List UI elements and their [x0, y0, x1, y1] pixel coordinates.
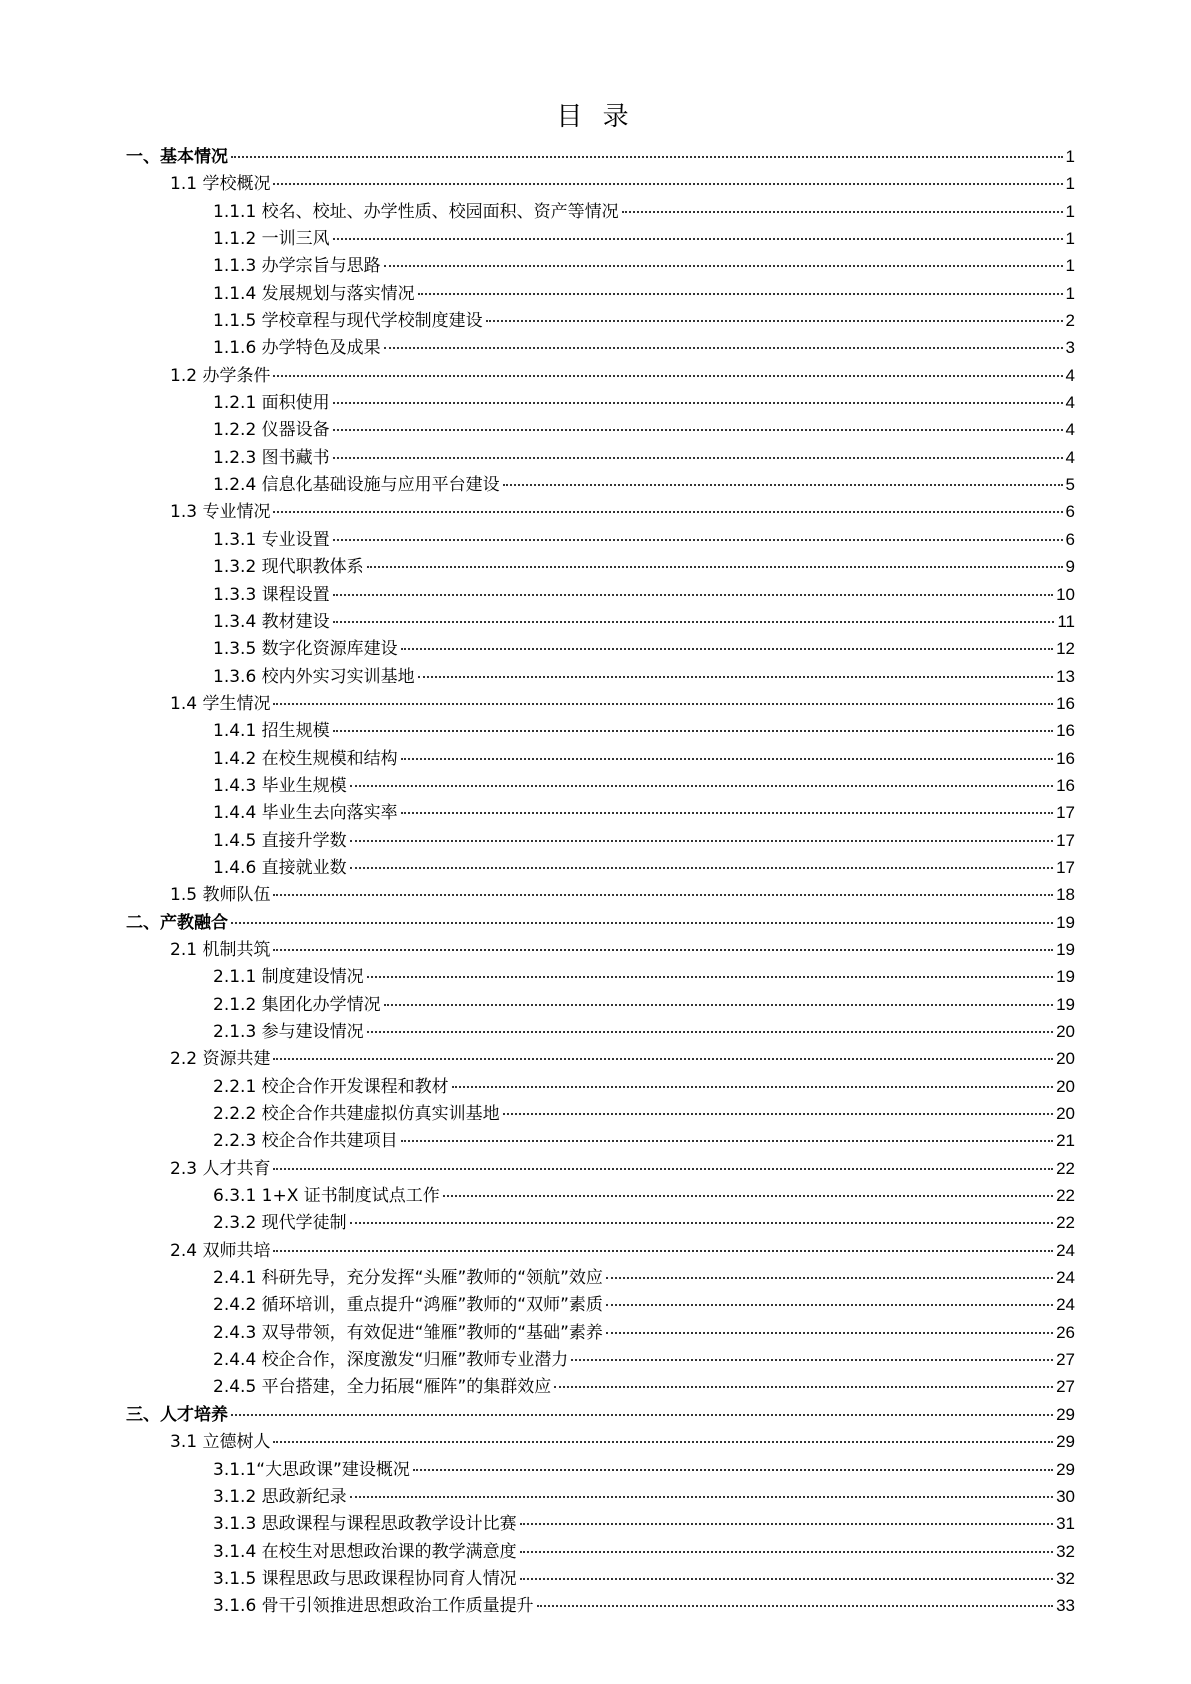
- toc-entry-text: 2.4 双师共培: [170, 1240, 271, 1261]
- toc-entry-level-3[interactable]: [126, 1290, 1075, 1317]
- toc-entry-text: 1.1 学校概况: [170, 174, 271, 195]
- toc-page-number: 9: [1065, 557, 1075, 577]
- toc-page-number: 5: [1065, 475, 1075, 495]
- dot-leader: [273, 894, 1053, 896]
- toc-page-number: 16: [1056, 693, 1075, 713]
- toc-page-number: 22: [1056, 1213, 1075, 1233]
- dot-leader: [606, 1332, 1053, 1334]
- toc-entry-level-3[interactable]: [126, 415, 1075, 442]
- dot-leader: [452, 1086, 1053, 1088]
- toc-entry-text: 2.3.2 现代学徒制: [213, 1213, 347, 1234]
- dot-leader: [273, 183, 1062, 185]
- toc-page-number: 4: [1065, 447, 1075, 467]
- toc-entry-text: 1.2.2 仪器设备: [213, 420, 330, 441]
- toc-page-number: 29: [1056, 1404, 1075, 1424]
- toc-page-number: 16: [1056, 721, 1075, 741]
- toc-page-number: 30: [1056, 1486, 1075, 1506]
- toc-entry-text: 三、人才培养: [126, 1404, 228, 1425]
- toc-entry-text: 1.4.5 直接升学数: [213, 830, 347, 851]
- toc-page-number: 17: [1056, 803, 1075, 823]
- dot-leader: [384, 265, 1063, 267]
- toc-entry-text: 2.2.3 校企合作共建项目: [213, 1131, 398, 1152]
- toc-page-number: 16: [1056, 748, 1075, 768]
- toc-entry-text: 1.4 学生情况: [170, 693, 271, 714]
- toc-entry-text: 1.1.2 一训三风: [213, 229, 330, 250]
- toc-entry-text: 1.5 教师队伍: [170, 885, 271, 906]
- dot-leader: [401, 812, 1053, 814]
- toc-entry-level-3[interactable]: [126, 634, 1075, 661]
- toc-entry-text: 6.3.1 1+X 证书制度试点工作: [213, 1186, 440, 1207]
- dot-leader: [333, 621, 1055, 623]
- toc-entry-text: 1.1.4 发展规划与落实情况: [213, 283, 415, 304]
- toc-page-number: 1: [1065, 283, 1075, 303]
- dot-leader: [273, 375, 1062, 377]
- toc-entry-level-2[interactable]: [126, 1427, 1075, 1454]
- dot-leader: [520, 1578, 1053, 1580]
- toc-page-number: 1: [1065, 201, 1075, 221]
- toc-entry-level-3[interactable]: [126, 224, 1075, 251]
- toc-page-number: 19: [1056, 939, 1075, 959]
- toc-entry-level-3[interactable]: [126, 826, 1075, 853]
- toc-entry-level-3[interactable]: [126, 1455, 1075, 1482]
- toc-page-number: 1: [1065, 147, 1075, 166]
- dot-leader: [503, 1113, 1053, 1115]
- toc-entry-level-3[interactable]: [126, 744, 1075, 771]
- toc-entry-text: 3.1.4 在校生对思想政治课的教学满意度: [213, 1541, 517, 1562]
- toc-page-number: 32: [1056, 1568, 1075, 1588]
- toc-page-number: 20: [1056, 1076, 1075, 1096]
- toc-entry-level-3[interactable]: [126, 580, 1075, 607]
- dot-leader: [418, 293, 1063, 295]
- toc-page-number: 1: [1065, 256, 1075, 276]
- dot-leader: [554, 1386, 1053, 1388]
- table-of-contents: [126, 142, 1075, 1619]
- toc-entry-text: 2.2.2 校企合作共建虚拟仿真实训基地: [213, 1104, 500, 1125]
- toc-entry-level-2[interactable]: [126, 935, 1075, 962]
- toc-entry-level-2[interactable]: [126, 169, 1075, 196]
- toc-page-number: 12: [1056, 639, 1075, 659]
- toc-entry-text: 3.1.3 思政课程与课程思政教学设计比赛: [213, 1514, 517, 1535]
- dot-leader: [273, 703, 1053, 705]
- toc-entry-level-3[interactable]: [126, 306, 1075, 333]
- toc-page-number: 18: [1056, 885, 1075, 905]
- toc-entry-level-3[interactable]: [126, 1263, 1075, 1290]
- toc-entry-level-2[interactable]: [126, 361, 1075, 388]
- toc-entry-level-3[interactable]: [126, 388, 1075, 415]
- toc-page-number: 19: [1056, 912, 1075, 932]
- toc-page-number: 4: [1065, 420, 1075, 440]
- toc-page-number: 19: [1056, 994, 1075, 1014]
- toc-entry-level-2[interactable]: [126, 497, 1075, 524]
- dot-leader: [333, 429, 1063, 431]
- toc-entry-text: 2.4.5 平台搭建，全力拓展“雁阵”的集群效应: [213, 1377, 552, 1398]
- dot-leader: [401, 1140, 1053, 1142]
- toc-entry-level-3[interactable]: [126, 990, 1075, 1017]
- toc-entry-text: 1.2.1 面积使用: [213, 393, 330, 414]
- toc-entry-text: 1.4.3 毕业生规模: [213, 775, 347, 796]
- toc-entry-level-2[interactable]: [126, 1154, 1075, 1181]
- toc-entry-level-3[interactable]: [126, 1482, 1075, 1509]
- dot-leader: [333, 594, 1053, 596]
- toc-entry-level-2[interactable]: [126, 880, 1075, 907]
- toc-entry-level-1[interactable]: [126, 1400, 1075, 1427]
- dot-leader: [273, 1441, 1053, 1443]
- toc-page-number: 6: [1065, 529, 1075, 549]
- dot-leader: [350, 867, 1053, 869]
- toc-page-number: 29: [1056, 1432, 1075, 1452]
- toc-entry-level-3[interactable]: [126, 251, 1075, 278]
- toc-entry-text: 1.1.6 办学特色及成果: [213, 338, 381, 359]
- dot-leader: [606, 1304, 1053, 1306]
- toc-page-number: 16: [1056, 775, 1075, 795]
- toc-entry-text: 1.3.2 现代职教体系: [213, 557, 364, 578]
- toc-entry-text: 1.2 办学条件: [170, 365, 271, 386]
- toc-entry-text: 2.4.3 双导带领，有效促进“雏雁”教师的“基础”素养: [213, 1322, 603, 1343]
- dot-leader: [273, 949, 1053, 951]
- dot-leader: [384, 1004, 1053, 1006]
- toc-entry-text: 1.4.6 直接就业数: [213, 857, 347, 878]
- dot-leader: [401, 648, 1053, 650]
- dot-leader: [571, 1359, 1053, 1361]
- page-title: 目 录: [556, 102, 635, 132]
- toc-entry-text: 1.3.1 专业设置: [213, 529, 330, 550]
- toc-entry-text: 1.1.3 办学宗旨与思路: [213, 256, 381, 277]
- toc-entry-level-3[interactable]: [126, 552, 1075, 579]
- dot-leader: [333, 539, 1063, 541]
- toc-entry-level-3[interactable]: [126, 962, 1075, 989]
- toc-entry-text: 2.1 机制共筑: [170, 939, 271, 960]
- toc-page-number: 17: [1056, 830, 1075, 850]
- toc-entry-text: 1.1.1 校名、校址、办学性质、校园面积、资产等情况: [213, 201, 619, 222]
- toc-entry-level-3[interactable]: [126, 771, 1075, 798]
- toc-page-number: 4: [1065, 393, 1075, 413]
- toc-entry-level-3[interactable]: [126, 1208, 1075, 1235]
- toc-entry-text: 1.2.4 信息化基础设施与应用平台建设: [213, 475, 500, 496]
- toc-page-number: 17: [1056, 857, 1075, 877]
- toc-entry-text: 1.3 专业情况: [170, 502, 271, 523]
- toc-entry-text: 2.4.2 循环培训，重点提升“鸿雁”教师的“双师”素质: [213, 1295, 603, 1316]
- toc-entry-level-3[interactable]: [126, 1509, 1075, 1536]
- toc-entry-level-3[interactable]: [126, 279, 1075, 306]
- toc-page-number: 26: [1056, 1322, 1075, 1342]
- toc-entry-level-3[interactable]: [126, 716, 1075, 743]
- toc-page-number: 2: [1065, 311, 1075, 331]
- toc-entry-level-3[interactable]: [126, 1072, 1075, 1099]
- toc-page-number: 3: [1065, 338, 1075, 358]
- toc-entry-level-2[interactable]: [126, 1236, 1075, 1263]
- toc-entry-level-3[interactable]: [126, 1564, 1075, 1591]
- dot-leader: [418, 676, 1053, 678]
- toc-page-number: 20: [1056, 1104, 1075, 1124]
- toc-entry-level-2[interactable]: [126, 689, 1075, 716]
- toc-entry-level-3[interactable]: [126, 853, 1075, 880]
- toc-entry-text: 1.3.5 数字化资源库建设: [213, 639, 398, 660]
- toc-page-number: 24: [1056, 1268, 1075, 1288]
- dot-leader: [350, 785, 1053, 787]
- dot-leader: [231, 922, 1053, 924]
- toc-entry-level-3[interactable]: [126, 1591, 1075, 1618]
- toc-page-number: 4: [1065, 365, 1075, 385]
- toc-entry-text: 1.3.3 课程设置: [213, 584, 330, 605]
- toc-entry-text: 1.2.3 图书藏书: [213, 447, 330, 468]
- toc-entry-level-3[interactable]: [126, 662, 1075, 689]
- dot-leader: [367, 566, 1063, 568]
- toc-entry-text: 2.3 人才共育: [170, 1158, 271, 1179]
- toc-page-number: 29: [1056, 1459, 1075, 1479]
- toc-entry-level-3[interactable]: [126, 443, 1075, 470]
- toc-page-number: 19: [1056, 967, 1075, 987]
- toc-entry-text: 1.4.1 招生规模: [213, 721, 330, 742]
- toc-entry-text: 2.4.1 科研先导，充分发挥“头雁”教师的“领航”效应: [213, 1268, 603, 1289]
- dot-leader: [520, 1551, 1053, 1553]
- dot-leader: [606, 1277, 1053, 1279]
- dot-leader: [503, 484, 1063, 486]
- toc-entry-level-3[interactable]: [126, 607, 1075, 634]
- toc-entry-text: 二、产教融合: [126, 912, 228, 933]
- toc-page-number: 6: [1065, 502, 1075, 522]
- toc-entry-level-3[interactable]: [126, 1099, 1075, 1126]
- toc-page-number: 22: [1056, 1158, 1075, 1178]
- dot-leader: [333, 238, 1063, 240]
- dot-leader: [231, 156, 1063, 158]
- dot-leader: [367, 976, 1053, 978]
- toc-entry-level-3[interactable]: [126, 1372, 1075, 1399]
- toc-entry-level-3[interactable]: [126, 1126, 1075, 1153]
- toc-entry-level-3[interactable]: [126, 1318, 1075, 1345]
- dot-leader: [273, 1168, 1053, 1170]
- dot-leader: [367, 1031, 1053, 1033]
- dot-leader: [273, 1058, 1053, 1060]
- toc-page-number: 1: [1065, 229, 1075, 249]
- toc-entry-text: 2.4.4 校企合作，深度激发“归雁”教师专业潜力: [213, 1350, 569, 1371]
- dot-leader: [622, 211, 1063, 213]
- toc-entry-text: 2.1.1 制度建设情况: [213, 967, 364, 988]
- toc-entry-text: 1.1.5 学校章程与现代学校制度建设: [213, 311, 483, 332]
- dot-leader: [413, 1469, 1053, 1471]
- dot-leader: [486, 320, 1063, 322]
- toc-entry-text: 2.1.3 参与建设情况: [213, 1022, 364, 1042]
- dot-leader: [350, 1496, 1053, 1498]
- toc-page-number: 11: [1057, 611, 1075, 631]
- toc-entry-text: 3.1 立德树人: [170, 1432, 271, 1453]
- dot-leader: [333, 730, 1053, 732]
- dot-leader: [350, 1222, 1053, 1224]
- toc-entry-text: 1.4.2 在校生规模和结构: [213, 748, 398, 769]
- toc-page-number: 20: [1056, 1022, 1075, 1041]
- dot-leader: [333, 457, 1063, 459]
- toc-entry-text: 3.1.1“大思政课”建设概况: [213, 1459, 410, 1480]
- toc-page-number: 27: [1056, 1377, 1075, 1397]
- toc-page-number: 21: [1056, 1131, 1075, 1151]
- toc-entry-level-3[interactable]: [126, 525, 1075, 552]
- dot-leader: [401, 758, 1053, 760]
- dot-leader: [273, 1250, 1053, 1252]
- toc-entry-level-3[interactable]: [126, 470, 1075, 497]
- toc-entry-text: 3.1.6 骨干引领推进思想政治工作质量提升: [213, 1596, 534, 1617]
- toc-page-number: 1: [1065, 174, 1075, 194]
- toc-entry-level-3[interactable]: [126, 798, 1075, 825]
- toc-page-number: 13: [1056, 666, 1075, 686]
- toc-entry-text: 3.1.2 思政新纪录: [213, 1486, 347, 1507]
- toc-entry-level-3[interactable]: [126, 197, 1075, 224]
- toc-entry-level-3[interactable]: [126, 1345, 1075, 1372]
- toc-page-number: 20: [1056, 1049, 1075, 1069]
- toc-page-number: 27: [1056, 1350, 1075, 1370]
- toc-page-number: 31: [1056, 1514, 1075, 1534]
- toc-entry-text: 2.2.1 校企合作开发课程和教材: [213, 1076, 449, 1097]
- toc-entry-level-3[interactable]: [126, 1181, 1075, 1208]
- dot-leader: [520, 1523, 1053, 1525]
- dot-leader: [231, 1414, 1053, 1416]
- toc-entry-text: 1.3.6 校内外实习实训基地: [213, 666, 415, 687]
- toc-page-number: 32: [1056, 1541, 1075, 1561]
- toc-page-number: 24: [1056, 1240, 1075, 1260]
- dot-leader: [273, 511, 1062, 513]
- dot-leader: [384, 347, 1063, 349]
- toc-entry-level-1[interactable]: [126, 908, 1075, 935]
- toc-page-number: 22: [1056, 1186, 1075, 1206]
- toc-entry-text: 一、基本情况: [126, 147, 228, 167]
- toc-entry-level-3[interactable]: [126, 333, 1075, 360]
- dot-leader: [350, 840, 1053, 842]
- toc-page-number: 10: [1056, 584, 1075, 604]
- dot-leader: [443, 1195, 1053, 1197]
- toc-entry-text: 1.4.4 毕业生去向落实率: [213, 803, 398, 824]
- dot-leader: [333, 402, 1063, 404]
- toc-entry-level-1[interactable]: [126, 142, 1075, 169]
- toc-entry-level-3[interactable]: [126, 1537, 1075, 1564]
- toc-entry-text: 2.1.2 集团化办学情况: [213, 994, 381, 1015]
- toc-entry-text: 1.3.4 教材建设: [213, 611, 330, 632]
- toc-entry-text: 3.1.5 课程思政与思政课程协同育人情况: [213, 1568, 517, 1589]
- toc-entry-text: 2.2 资源共建: [170, 1049, 271, 1070]
- dot-leader: [537, 1605, 1053, 1607]
- toc-page-number: 33: [1056, 1596, 1075, 1616]
- toc-entry-level-3[interactable]: [126, 1017, 1075, 1044]
- toc-entry-level-2[interactable]: [126, 1044, 1075, 1071]
- toc-page-number: 24: [1056, 1295, 1075, 1315]
